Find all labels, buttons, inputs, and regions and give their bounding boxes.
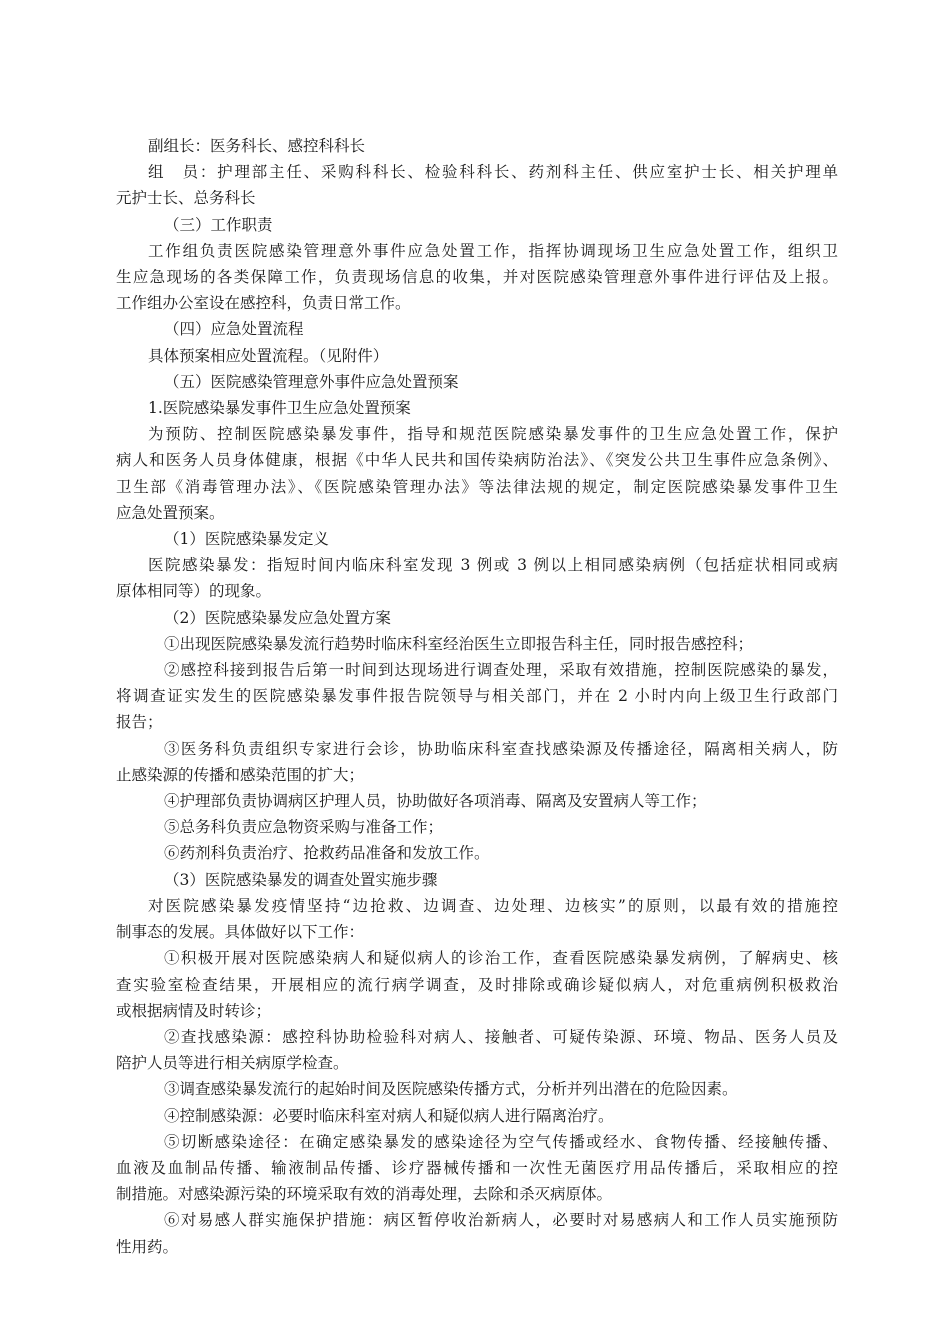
text-line: （3）医院感染暴发的调查处置实施步骤 <box>164 870 438 889</box>
text-line: 卫生部《消毒管理办法》、《医院感染管理办法》等法律法规的规定，制定医院感染暴发事件卫生 <box>116 477 838 496</box>
text-line: ③医务科负责组织专家进行会诊，协助临床科室查找感染源及传播途径，隔离相关病人，防 <box>164 739 838 758</box>
text-line: 制事态的发展。具体做好以下工作： <box>116 923 365 942</box>
text-line: 原体相同等）的现象。 <box>116 582 272 601</box>
text-line: 将调查证实发生的医院感染暴发事件报告院领导与相关部门，并在 2 小时内向上级卫生行政部门 <box>116 687 838 706</box>
text-line: 病人和医务人员身体健康，根据《中华人民共和国传染病防治法》、《突发公共卫生事件应急条例》、 <box>116 451 838 470</box>
text-line: ⑥药剂科负责治疗、抢救药品准备和发放工作。 <box>164 844 490 863</box>
text-line: 查实验室检查结果，开展相应的流行病学调查，及时排除或确诊疑似病人，对危重病例积极救治 <box>116 975 838 994</box>
text-line: （五）医院感染管理意外事件应急处置预案 <box>164 372 459 391</box>
text-line: （四）应急处置流程 <box>164 320 304 339</box>
text-line: ①出现医院感染暴发流行趋势时临床科室经治医生立即报告科主任，同时报告感控科； <box>164 634 754 653</box>
text-line: （1）医院感染暴发定义 <box>164 530 329 549</box>
text-line: ②查找感染源：感控科协助检验科对病人、接触者、可疑传染源、环境、物品、医务人员及 <box>164 1027 838 1046</box>
text-line: 报告； <box>116 713 163 732</box>
text-line: ①积极开展对医院感染病人和疑似病人的诊治工作，查看医院感染暴发病例，了解病史、核 <box>164 949 838 968</box>
text-line: 工作组办公室设在感控科，负责日常工作。 <box>116 294 411 313</box>
text-line: 应急处置预案。 <box>116 503 225 522</box>
text-line: 止感染源的传播和感染范围的扩大； <box>116 765 365 784</box>
text-line: ⑥对易感人群实施保护措施：病区暂停收治新病人，必要时对易感病人和工作人员实施预防 <box>164 1211 838 1230</box>
text-line: 血液及血制品传播、输液制品传播、诊疗器械传播和一次性无菌医疗用品传播后，采取相应的控 <box>116 1158 838 1177</box>
text-line: 元护士长、总务科长 <box>116 189 256 208</box>
text-line: （三）工作职责 <box>164 215 273 234</box>
text-line: ②感控科接到报告后第一时间到达现场进行调查处理，采取有效措施，控制医院感染的暴发， <box>164 661 838 680</box>
text-line: 工作组负责医院感染管理意外事件应急处置工作，指挥协调现场卫生应急处置工作，组织卫 <box>148 241 838 260</box>
text-line: （2）医院感染暴发应急处置方案 <box>164 608 391 627</box>
text-line: 为预防、控制医院感染暴发事件，指导和规范医院感染暴发事件的卫生应急处置工作，保护 <box>148 425 838 444</box>
text-line: ⑤总务科负责应急物资采购与准备工作； <box>164 818 444 837</box>
text-line: 具体预案相应处置流程。（见附件） <box>148 346 389 365</box>
text-line: 副组长：医务科长、感控科科长 <box>148 137 366 155</box>
text-line: 陪护人员等进行相关病原学检查。 <box>116 1054 349 1073</box>
text-line: ③调查感染暴发流行的起始时间及医院感染传播方式，分析并列出潜在的危险因素。 <box>164 1080 738 1099</box>
text-line: 组 员：护理部主任、采购科科长、检验科科长、药剂科主任、供应室护士长、相关护理单 <box>148 163 838 182</box>
text-line: 制措施。对感染源污染的环境采取有效的消毒处理，去除和杀灭病原体。 <box>116 1185 613 1204</box>
text-line: 或根据病情及时转诊； <box>116 1001 272 1020</box>
text-line: 医院感染暴发：指短时间内临床科室发现 3 例或 3 例以上相同感染病例（包括症状相同或病 <box>148 556 838 575</box>
text-line: 生应急现场的各类保障工作，负责现场信息的收集，并对医院感染管理意外事件进行评估及上报。 <box>116 268 838 287</box>
text-line: 1.医院感染暴发事件卫生应急处置预案 <box>148 399 411 418</box>
text-line: ⑤切断感染途径：在确定感染暴发的感染途径为空气传播或经水、食物传播、经接触传播、 <box>164 1132 838 1151</box>
text-line: 对医院感染暴发疫情坚持“边抢救、边调查、边处理、边核实”的原则，以最有效的措施控 <box>148 896 838 915</box>
text-line: ④控制感染源：必要时临床科室对病人和疑似病人进行隔离治疗。 <box>164 1106 614 1125</box>
text-line: 性用药。 <box>116 1237 179 1256</box>
document-page <box>116 133 838 1260</box>
text-line: ④护理部负责协调病区护理人员，协助做好各项消毒、隔离及安置病人等工作； <box>164 792 707 811</box>
